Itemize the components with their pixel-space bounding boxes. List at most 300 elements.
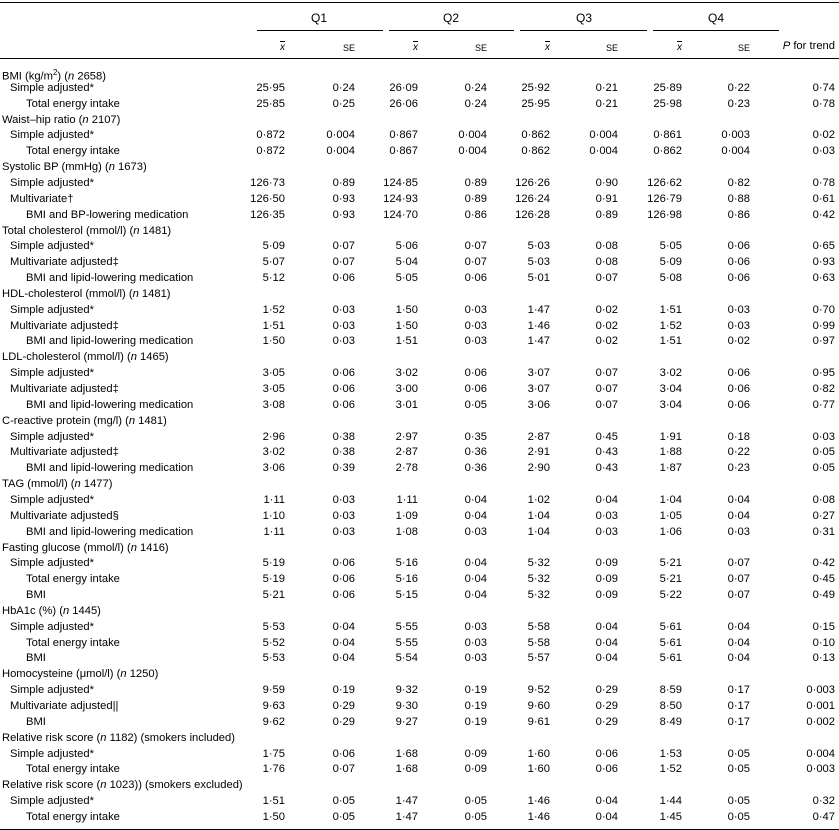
se-value: 0·03 [332, 303, 355, 316]
mean-value: 25·92 [521, 81, 550, 94]
se-value: 0·06 [332, 557, 355, 570]
row-label: BMI [26, 589, 46, 602]
row-label: BMI [26, 715, 46, 728]
se-column-header: SE [605, 43, 618, 53]
se-value: 0·06 [464, 272, 487, 285]
p-trend-value: 0·74 [812, 81, 835, 94]
group-title [2, 668, 158, 681]
row-label: Simple adjusted* [10, 430, 94, 443]
row-label: Simple adjusted* [10, 129, 94, 142]
se-value: 0·07 [595, 383, 618, 395]
mean-value: 5·16 [395, 557, 418, 570]
mean-value: 9·32 [395, 684, 418, 697]
mean-value: 0·872 [256, 129, 285, 142]
se-value: 0·03 [464, 525, 487, 538]
mean-value: 1·10 [262, 509, 285, 522]
se-value: 0·03 [595, 525, 618, 538]
mean-value: 3·02 [659, 367, 682, 380]
p-trend-value: 0·03 [812, 430, 835, 443]
se-value: 0·09 [464, 747, 487, 760]
group-n-label: n [120, 668, 127, 681]
se-value: 0·05 [332, 795, 355, 808]
group-title-text: HbA1c (%) [2, 604, 57, 617]
quartile-underline [257, 30, 383, 31]
se-value: 0·03 [464, 620, 487, 633]
group-title [2, 225, 171, 238]
row-label: Simple adjusted* [10, 176, 94, 189]
group-title-text: Waist–hip ratio [2, 113, 76, 126]
mean-value: 1·51 [262, 795, 285, 808]
mean-value: 5·05 [659, 240, 682, 253]
p-trend-italic: P [782, 40, 791, 52]
mean-value: 126·98 [647, 208, 682, 221]
mean-value: 1·53 [659, 747, 682, 760]
se-value: 0·04 [727, 636, 750, 649]
se-value: 0·06 [727, 256, 750, 269]
mean-value: 3·06 [262, 462, 285, 475]
se-value: 0·03 [727, 319, 750, 332]
row-label: Multivariate adjusted‡ [10, 319, 119, 332]
se-value: 0·06 [727, 367, 750, 380]
quartile-header: Q1 [310, 11, 327, 25]
se-value: 0·07 [595, 398, 618, 411]
se-value: 0·02 [595, 335, 618, 348]
mean-value: 5·21 [659, 557, 682, 570]
p-trend-value: 0·003 [806, 684, 835, 697]
p-trend-value: 0·13 [812, 652, 835, 665]
mean-value: 124·70 [383, 208, 418, 221]
row-label: Multivariate adjusted‡ [10, 383, 119, 395]
p-trend-value: 0·003 [806, 763, 835, 776]
se-value: 0·02 [595, 303, 618, 316]
mean-value: 9·30 [395, 700, 418, 712]
mean-value: 0·861 [653, 129, 682, 142]
se-value: 0·22 [727, 446, 750, 459]
p-trend-value: 0·97 [812, 335, 835, 348]
se-value: 0·43 [595, 462, 618, 475]
group-title-text: Relative risk score ( [2, 779, 101, 792]
se-value: 0·93 [332, 208, 355, 221]
quartile-header: Q3 [575, 11, 592, 25]
mean-value: 1·11 [396, 493, 418, 506]
row-label: Simple adjusted* [10, 240, 94, 253]
se-value: 0·03 [464, 652, 487, 665]
mean-value: 3·02 [262, 446, 285, 459]
se-value: 0·06 [595, 747, 618, 760]
p-trend-value: 0·70 [812, 303, 835, 316]
mean-value: 3·07 [527, 367, 550, 380]
se-value: 0·86 [727, 208, 750, 221]
mean-value: 1·87 [659, 462, 682, 475]
p-trend-value: 0·27 [812, 509, 835, 522]
group-n-value: 1477) [80, 478, 113, 491]
mean-value: 9·52 [527, 684, 550, 697]
mean-value: 1·47 [527, 335, 550, 348]
se-value: 0·29 [332, 700, 355, 712]
row-label: Multivariate adjusted|| [10, 700, 119, 712]
group-n-label: n [100, 779, 107, 792]
group-n-value: 1465) [136, 351, 169, 364]
mean-value: 5·03 [527, 256, 550, 269]
mean-value: 25·95 [521, 97, 550, 110]
row-label: Total energy intake [26, 97, 120, 110]
mean-value: 1·05 [659, 509, 682, 522]
group-n-value: 2107) [88, 113, 121, 126]
mean-value: 5·32 [527, 557, 550, 570]
row-label: BMI and lipid-lowering medication [26, 335, 194, 348]
mean-symbol: $\overline{x}$ [545, 42, 550, 53]
p-trend-value: 0·001 [806, 700, 835, 712]
group-title-text: Fasting glucose (mmol/l) [2, 541, 124, 554]
mean-value: 126·50 [250, 192, 285, 205]
se-value: 0·06 [727, 383, 750, 395]
mean-value: 1·52 [659, 319, 682, 332]
mean-value: 5·61 [659, 652, 682, 665]
mean-value: 5·19 [262, 557, 285, 570]
se-value: 0·04 [727, 620, 750, 633]
p-trend-value: 0·10 [812, 636, 835, 649]
group-title-open-paren: ( [56, 604, 63, 617]
mean-value: 9·59 [262, 684, 285, 697]
se-value: 0·05 [464, 398, 487, 411]
se-value: 0·06 [727, 398, 750, 411]
mean-value: 1·50 [395, 319, 418, 332]
mean-value: 3·05 [262, 383, 285, 395]
mean-value: 1·04 [659, 493, 682, 506]
se-value: 0·23 [727, 462, 750, 475]
se-value: 0·03 [727, 303, 750, 316]
p-trend-value: 0·32 [812, 795, 835, 808]
se-value: 0·29 [595, 715, 618, 728]
mean-value: 5·32 [527, 573, 550, 586]
mean-symbol: $\overline{x}$ [677, 42, 682, 53]
se-value: 0·07 [464, 256, 487, 269]
p-trend-value: 0·47 [812, 810, 835, 823]
se-value: 0·03 [464, 636, 487, 649]
se-value: 0·17 [727, 700, 750, 712]
se-value: 0·06 [332, 573, 355, 586]
row-label: BMI and lipid-lowering medication [26, 462, 194, 475]
mean-value: 5·22 [659, 589, 682, 602]
p-trend-value: 0·99 [812, 319, 835, 332]
row-label: Multivariate adjusted§ [10, 509, 119, 522]
se-value: 0·06 [332, 398, 355, 411]
group-title-text: HDL-cholesterol (mmol/l) [2, 287, 126, 300]
group-title-suffix: (smokers excluded) [141, 779, 243, 792]
mean-value: 3·06 [527, 398, 550, 411]
mean-value: 3·07 [527, 383, 550, 395]
row-label: Simple adjusted* [10, 747, 94, 760]
mean-value: 1·60 [527, 763, 550, 776]
mean-value: 1·02 [527, 493, 550, 506]
se-value: 0·88 [727, 192, 750, 205]
row-label: Simple adjusted* [10, 684, 94, 697]
group-title-text: Total cholesterol (mmol/l) [2, 224, 127, 237]
se-value: 0·06 [464, 383, 487, 395]
mean-value: 1·04 [527, 509, 550, 522]
se-value: 0·24 [464, 97, 487, 110]
row-label: Simple adjusted* [10, 557, 94, 570]
mean-value: 2·90 [527, 462, 550, 475]
group-title [2, 478, 112, 491]
se-column-header: SE [474, 43, 487, 53]
se-value: 0·03 [332, 509, 355, 522]
mean-value: 3·04 [659, 398, 682, 411]
group-n-label: n [68, 70, 75, 83]
mean-column-header [378, 41, 418, 54]
se-value: 0·07 [727, 573, 750, 586]
mean-value: 126·73 [250, 176, 285, 189]
mean-value: 124·85 [383, 176, 418, 189]
se-value: 0·21 [595, 97, 618, 110]
p-trend-value: 0·31 [812, 525, 835, 538]
p-trend-value: 0·15 [812, 620, 835, 633]
row-label: BMI and BP-lowering medication [26, 208, 189, 221]
group-title [2, 114, 120, 127]
group-title [2, 351, 169, 364]
se-value: 0·02 [595, 319, 618, 332]
se-value: 0·04 [595, 620, 618, 633]
row-label: BMI and lipid-lowering medication [26, 525, 194, 538]
mean-value: 1·46 [527, 795, 550, 808]
mean-value: 5·06 [395, 240, 418, 253]
se-value: 0·19 [464, 715, 487, 728]
row-label: Multivariate adjusted‡ [10, 446, 119, 459]
mean-value: 2·91 [527, 446, 550, 459]
se-value: 0·19 [332, 684, 355, 697]
row-label: Total energy intake [26, 636, 120, 649]
group-title-text: LDL-cholesterol (mmol/l) [2, 351, 124, 364]
group-n-value: 1481) [135, 414, 167, 427]
mean-symbol: $\overline{x}$ [413, 42, 418, 53]
se-value: 0·004 [458, 145, 487, 158]
mean-value: 5·55 [395, 620, 418, 633]
mean-value: 0·862 [521, 129, 550, 142]
header-bottom-rule [0, 58, 839, 59]
se-value: 0·03 [332, 335, 355, 348]
se-value: 0·004 [589, 145, 618, 158]
se-value: 0·04 [464, 493, 487, 506]
group-title [2, 542, 169, 555]
group-title [2, 415, 167, 428]
se-value: 0·06 [727, 272, 750, 285]
p-trend-value: 0·63 [812, 272, 835, 285]
se-value: 0·004 [589, 129, 618, 142]
se-value: 0·06 [332, 272, 355, 285]
se-column-header: SE [737, 43, 750, 53]
group-title-superscript: 2 [52, 68, 58, 77]
se-value: 0·29 [595, 684, 618, 697]
group-title [2, 732, 235, 745]
quartile-underline [653, 30, 779, 31]
mean-value: 8·49 [659, 715, 682, 728]
mean-value: 2·87 [527, 430, 550, 443]
group-title-open-paren: ( [113, 668, 121, 681]
se-value: 0·82 [727, 176, 750, 189]
p-trend-value: 0·03 [812, 145, 835, 158]
se-value: 0·04 [464, 509, 487, 522]
se-column-header: SE [342, 43, 355, 53]
mean-value: 1·09 [395, 509, 418, 522]
se-value: 0·04 [464, 557, 487, 570]
mean-value: 5·54 [395, 652, 418, 665]
se-value: 0·07 [464, 240, 487, 253]
se-value: 0·04 [727, 509, 750, 522]
row-label: BMI [26, 652, 46, 665]
se-value: 0·04 [595, 795, 618, 808]
row-label: Multivariate† [10, 192, 74, 205]
p-trend-value: 0·78 [812, 176, 835, 189]
se-value: 0·05 [727, 810, 750, 823]
mean-value: 5·53 [262, 652, 285, 665]
se-value: 0·93 [332, 192, 355, 205]
se-value: 0·004 [721, 145, 750, 158]
se-value: 0·39 [332, 462, 355, 475]
mean-value: 1·46 [527, 810, 550, 823]
group-title [2, 288, 171, 301]
group-title-text: Systolic BP (mmHg) [2, 161, 102, 174]
group-n-value: 1673) [114, 161, 147, 174]
se-value: 0·05 [727, 747, 750, 760]
se-value: 0·04 [595, 493, 618, 506]
group-title-open-paren: ( [75, 113, 83, 126]
mean-value: 5·61 [659, 620, 682, 633]
row-label: Total energy intake [26, 573, 120, 586]
se-value: 0·38 [332, 430, 355, 443]
se-value: 0·89 [595, 208, 618, 221]
mean-value: 1·76 [262, 763, 285, 776]
group-n-value: 1023)) [106, 779, 142, 792]
group-title-open-paren: ( [123, 541, 131, 554]
se-value: 0·03 [464, 335, 487, 348]
p-trend-value: 0·93 [812, 256, 835, 269]
p-trend-value: 0·45 [812, 573, 835, 586]
mean-value: 3·08 [262, 398, 285, 411]
mean-value: 126·62 [647, 176, 682, 189]
se-value: 0·29 [332, 715, 355, 728]
se-value: 0·08 [595, 256, 618, 269]
se-value: 0·06 [332, 747, 355, 760]
mean-value: 126·79 [647, 192, 682, 205]
p-trend-value: 0·95 [812, 367, 835, 380]
se-value: 0·004 [326, 145, 355, 158]
group-n-label: n [130, 541, 137, 554]
group-title-suffix: (smokers included) [137, 731, 235, 744]
se-value: 0·25 [332, 97, 355, 110]
mean-value: 1·51 [659, 303, 682, 316]
group-title [2, 779, 243, 792]
mean-value: 1·11 [263, 525, 285, 538]
mean-value: 1·47 [395, 810, 418, 823]
se-value: 0·06 [464, 367, 487, 380]
se-value: 0·45 [595, 430, 618, 443]
mean-value: 1·47 [395, 795, 418, 808]
mean-value: 9·63 [262, 700, 285, 712]
se-value: 0·06 [595, 763, 618, 776]
se-value: 0·91 [595, 192, 618, 205]
mean-value: 1·51 [659, 335, 682, 348]
group-n-value: 1250) [126, 668, 159, 681]
mean-value: 2·96 [262, 430, 285, 443]
se-value: 0·07 [727, 589, 750, 602]
mean-value: 8·50 [659, 700, 682, 712]
p-trend-value: 0·42 [812, 557, 835, 570]
mean-value: 1·51 [262, 319, 285, 332]
se-value: 0·07 [595, 367, 618, 380]
mean-column-header [245, 41, 285, 54]
mean-value: 26·06 [389, 97, 418, 110]
se-value: 0·07 [595, 272, 618, 285]
mean-symbol: $\overline{x}$ [280, 42, 285, 53]
p-trend-value: 0·05 [812, 462, 835, 475]
se-value: 0·02 [727, 335, 750, 348]
se-value: 0·05 [464, 810, 487, 823]
group-title-text: TAG (mmol/l) [2, 478, 68, 491]
group-title-open-paren: ( [101, 161, 109, 174]
mean-value: 3·05 [262, 367, 285, 380]
p-trend-value: 0·65 [812, 240, 835, 253]
row-label: Simple adjusted* [10, 303, 94, 316]
mean-value: 5·32 [527, 589, 550, 602]
group-title-text: Homocysteine (μmol/l) [2, 668, 114, 681]
mean-value: 25·98 [653, 97, 682, 110]
mean-value: 5·57 [527, 652, 550, 665]
mean-value: 1·52 [262, 303, 285, 316]
se-value: 0·05 [332, 810, 355, 823]
group-n-label: n [132, 287, 139, 300]
group-n-label: n [108, 161, 115, 174]
mean-value: 5·12 [262, 272, 285, 285]
mean-value: 1·45 [659, 810, 682, 823]
mean-value: 0·867 [389, 129, 418, 142]
mean-value: 5·55 [395, 636, 418, 649]
mean-value: 5·15 [395, 589, 418, 602]
mean-value: 126·26 [515, 176, 550, 189]
p-trend-header [735, 40, 835, 53]
quartile-underline [389, 30, 514, 31]
se-value: 0·04 [595, 810, 618, 823]
mean-value: 126·28 [515, 208, 550, 221]
group-n-value: 1481) [139, 224, 172, 237]
row-label: Simple adjusted* [10, 620, 94, 633]
mean-value: 5·21 [659, 573, 682, 586]
mean-value: 8·59 [659, 684, 682, 697]
row-label: Simple adjusted* [10, 367, 94, 380]
se-value: 0·03 [332, 319, 355, 332]
mean-value: 5·52 [262, 636, 285, 649]
se-value: 0·04 [332, 652, 355, 665]
se-value: 0·04 [464, 589, 487, 602]
se-value: 0·24 [464, 81, 487, 94]
mean-value: 1·75 [262, 747, 285, 760]
row-label: Total energy intake [26, 145, 120, 158]
mean-value: 1·52 [659, 763, 682, 776]
se-value: 0·06 [727, 240, 750, 253]
se-value: 0·06 [332, 383, 355, 395]
mean-value: 3·04 [659, 383, 682, 395]
se-value: 0·03 [464, 319, 487, 332]
se-value: 0·04 [727, 652, 750, 665]
row-label: BMI and lipid-lowering medication [26, 272, 194, 285]
p-trend-value: 0·61 [812, 192, 835, 205]
mean-value: 0·872 [256, 145, 285, 158]
mean-value: 5·58 [527, 620, 550, 633]
mean-value: 2·87 [395, 446, 418, 459]
mean-value: 3·02 [395, 367, 418, 380]
mean-value: 3·01 [395, 398, 418, 411]
mean-value: 5·58 [527, 636, 550, 649]
group-n-label: n [133, 224, 140, 237]
